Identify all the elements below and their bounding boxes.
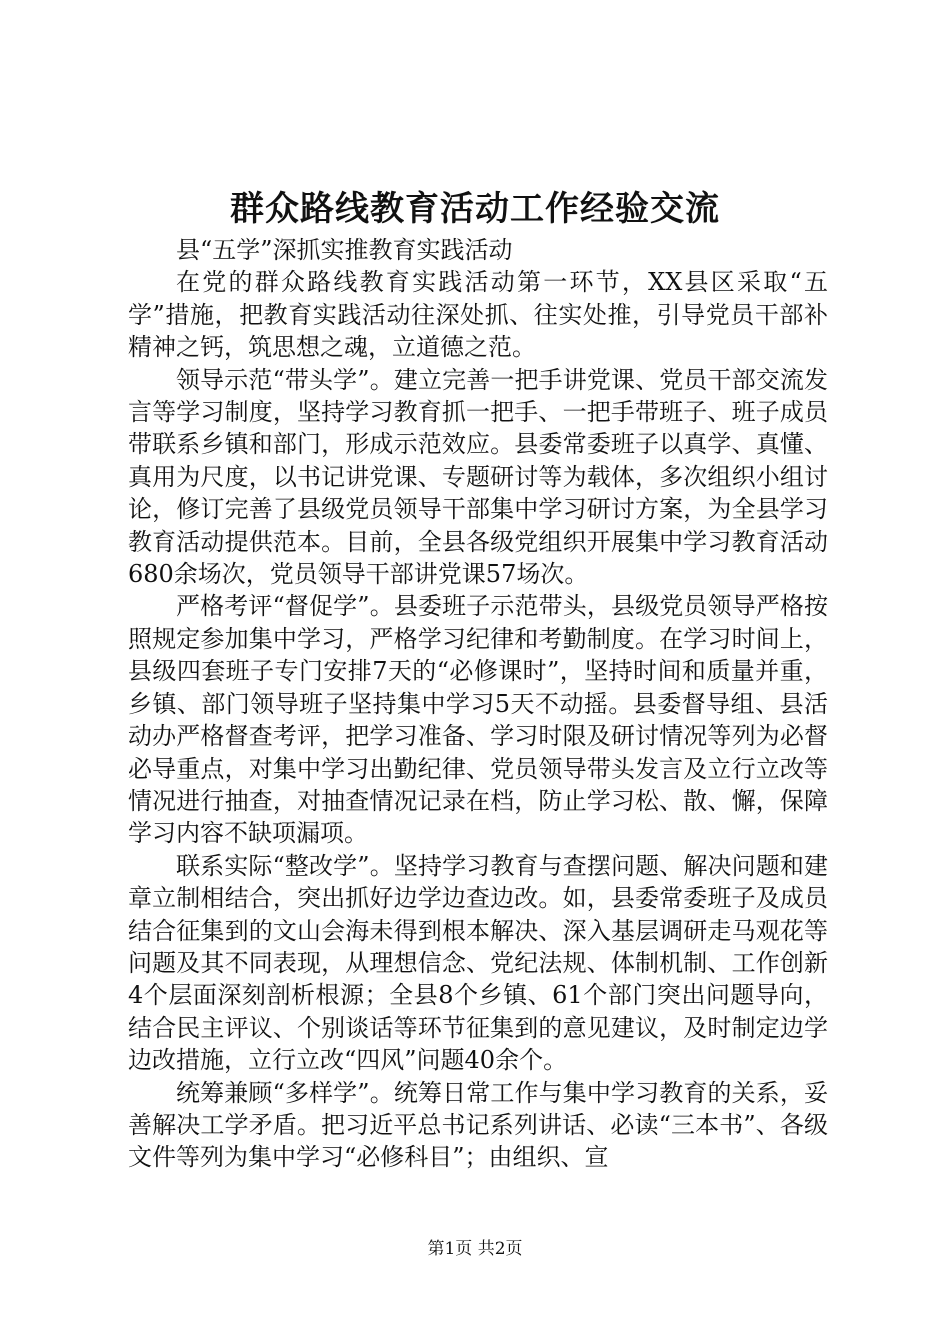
- paragraph-rectification: 联系实际“整改学”。坚持学习教育与查摆问题、解决问题和建章立制相结合，突出抓好边学边查边改。如，县委常委班子及成员结合征集到的文山会海未得到根本解决、深入基层调研走马观花等问题及其不同表现，从理想信念、党纪法规、体制机制、工作创新4个层面深刻剖析根源；全县8个乡镇、61个部门突出问题导向，结合民主评议、个别谈话等环节征集到的意见建议，及时制定边学边改措施，立行立改“四风”问题40余个。: [128, 851, 828, 1075]
- document-body: [128, 234, 828, 1174]
- document-subtitle: 县“五学”深抓实推教育实践活动: [176, 236, 513, 264]
- paragraph-lead-by-example: 领导示范“带头学”。建立完善一把手讲党课、党员干部交流发言等学习制度，坚持学习教育抓一把手、一把手带班子、班子成员带联系乡镇和部门，形成示范效应。县委常委班子以真学、真懂、真用为尺度，以书记讲党课、专题研讨等为载体，多次组织小组讨论，修订完善了县级党员领导干部集中学习研讨方案，为全县学习教育活动提供范本。目前，全县各级党组织开展集中学习教育活动680余场次，党员领导干部讲党课57场次。: [128, 365, 828, 589]
- paragraph-strict-evaluation: 严格考评“督促学”。县委班子示范带头，县级党员领导严格按照规定参加集中学习，严格学习纪律和考勤制度。在学习时间上，县级四套班子专门安排7天的“必修课时”，坚持时间和质量并重，乡镇、部门领导班子坚持集中学习5天不动摇。县委督导组、县活动办严格督查考评，把学习准备、学习时限及研讨情况等列为必督必导重点，对集中学习出勤纪律、党员领导带头发言及立行立改等情况进行抽查，对抽查情况记录在档，防止学习松、散、懈，保障学习内容不缺项漏项。: [128, 592, 828, 848]
- page-footer: 第1页 共2页: [427, 1239, 523, 1259]
- document-title: 群众路线教育活动工作经验交流: [230, 189, 720, 229]
- paragraph-diverse-learning: 统筹兼顾“多样学”。统筹日常工作与集中学习教育的关系，妥善解决工学矛盾。把习近平总书记系列讲话、必读“三本书”、各级文件等列为集中学习“必修科目”；由组织、宣: [128, 1078, 828, 1172]
- paragraph-intro: 在党的群众路线教育实践活动第一环节，XX县区采取“五学”措施，把教育实践活动往深处抓、往实处推，引导党员干部补精神之钙，筑思想之魂，立道德之范。: [128, 268, 828, 362]
